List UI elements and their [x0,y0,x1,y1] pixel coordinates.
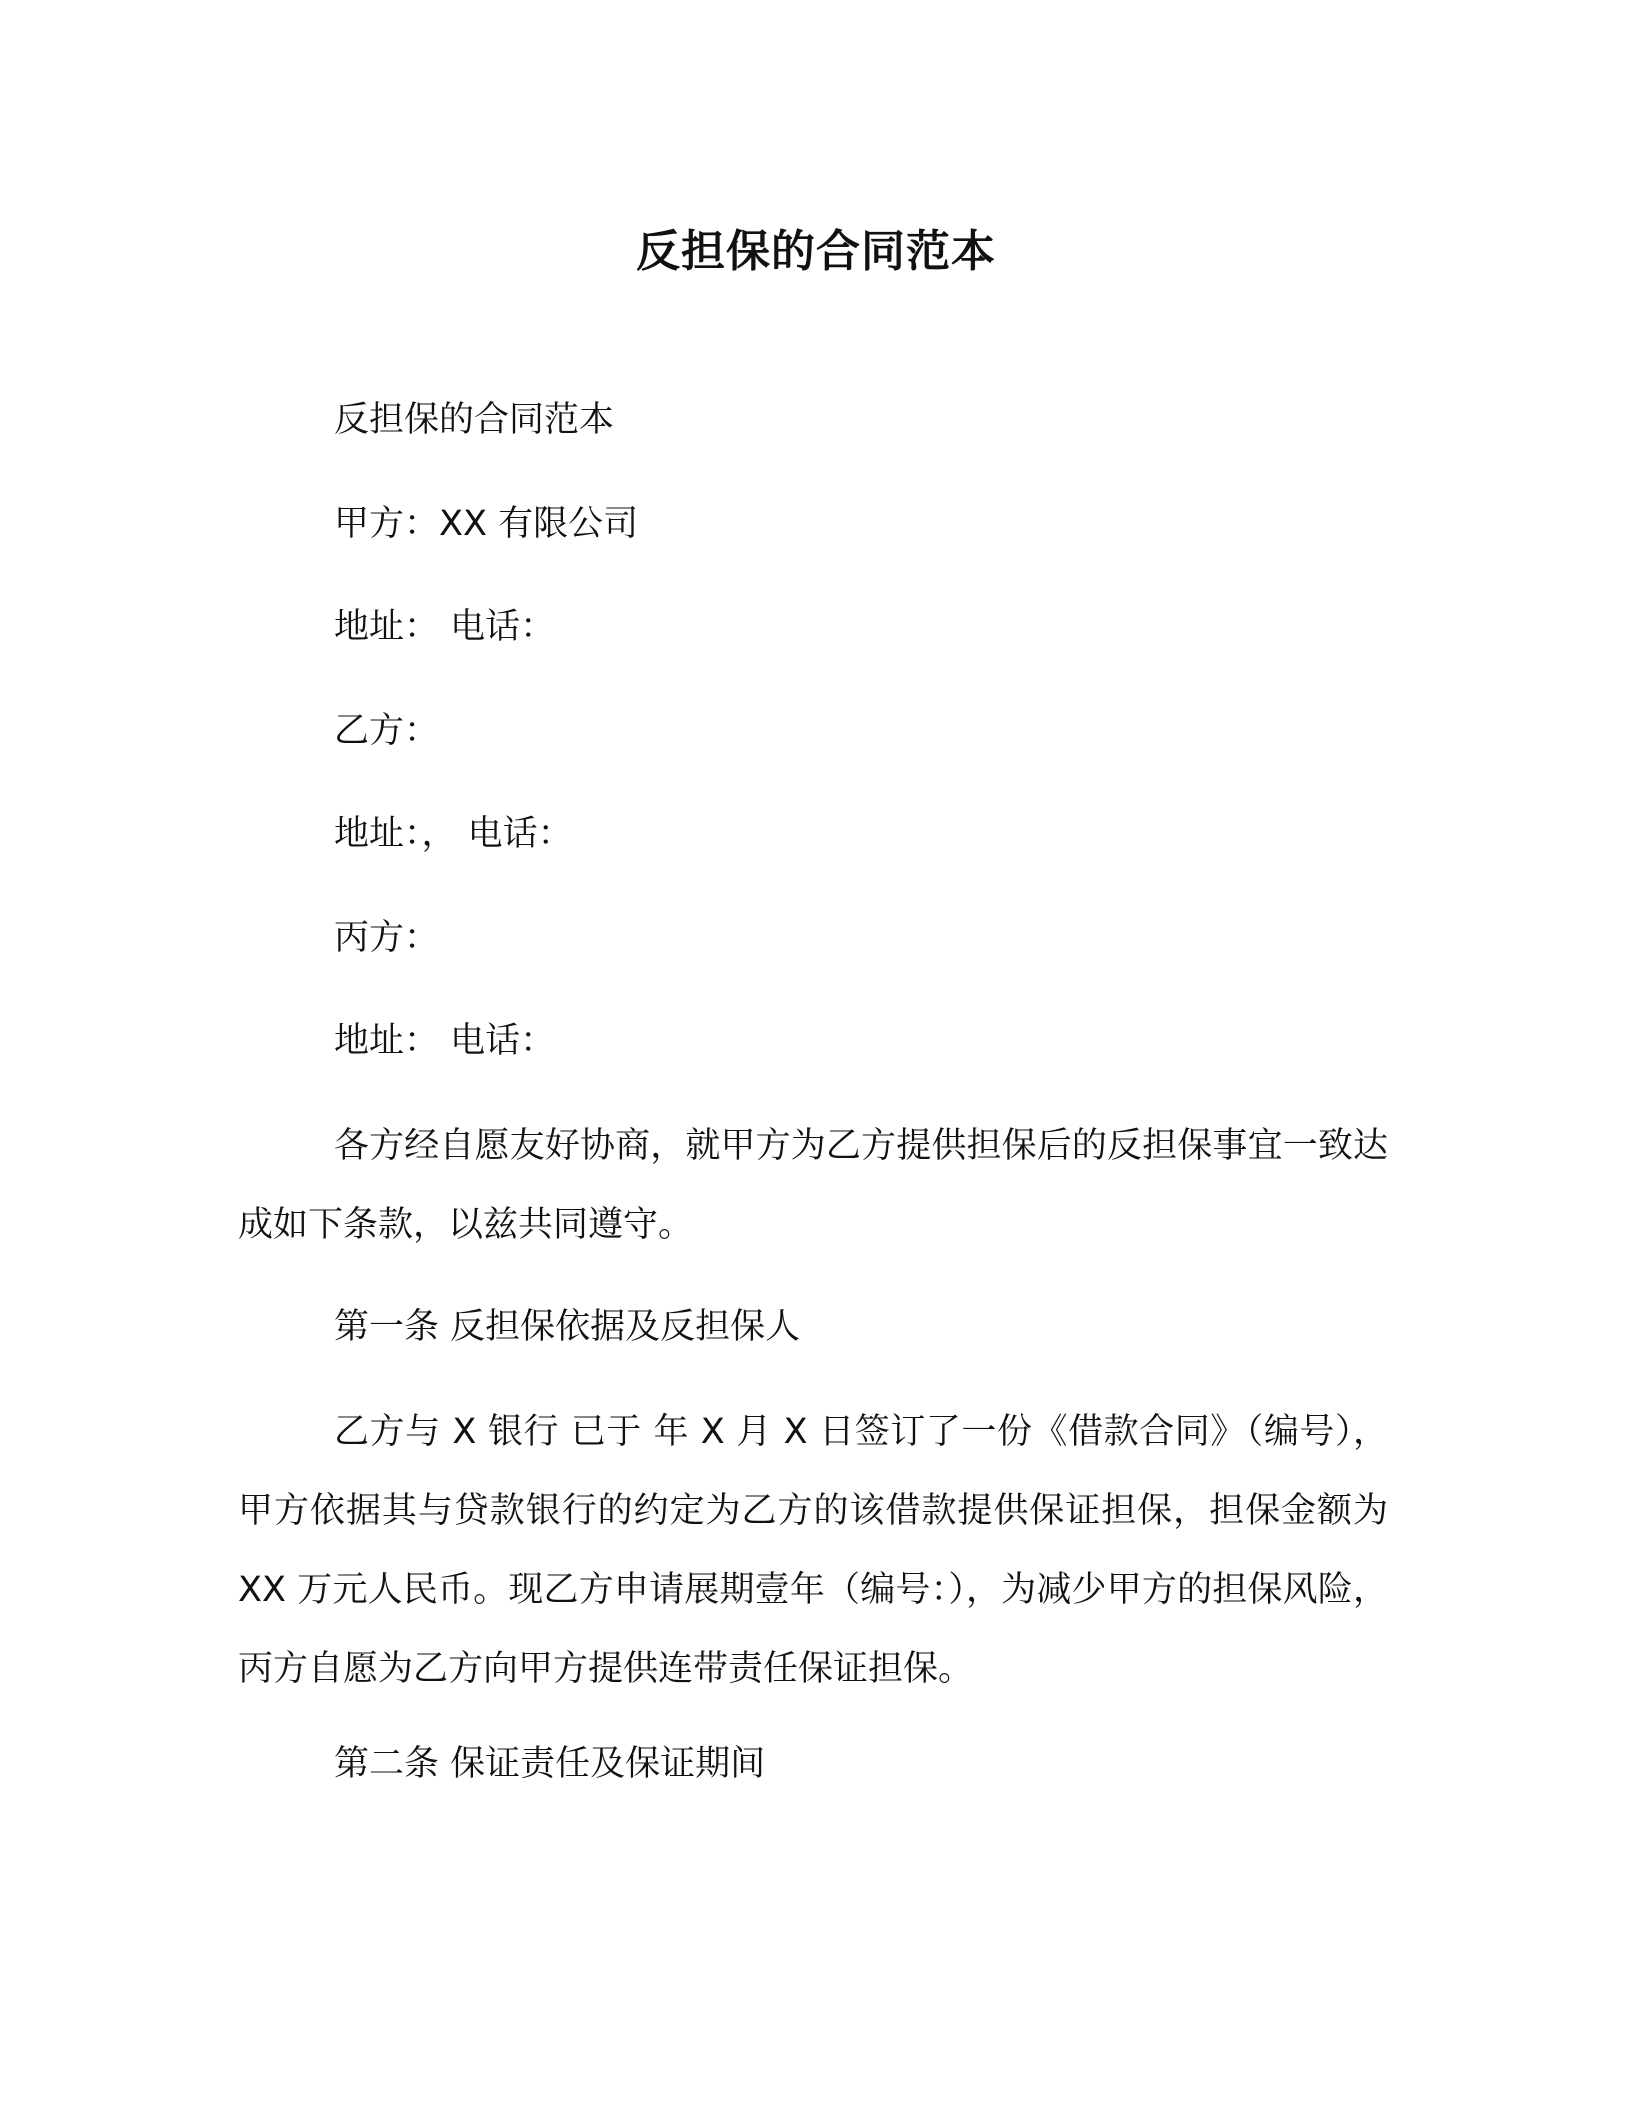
intro-paragraph: 各方经自愿友好协商，就甲方为乙方提供担保后的反担保事宜一致达成如下条款，以兹共同遵守。 [238,1126,1388,1245]
party-a-line: 甲方：XX 有限公司 [334,504,639,544]
party-a-contact-line: 地址： 电话： [334,607,556,647]
article1-heading: 第一条 反担保依据及反担保人 [334,1307,801,1347]
document-title: 反担保的合同范本 [636,226,996,277]
article1-body: 乙方与 X 银行 已于 年 X 月 X 日签订了一份《借款合同》（编号），甲方依据其与贷款银行的约定为乙方的该借款提供保证担保，担保金额为 XX 万元人民币。现乙方申请展期壹年（编号：），为减少甲方的担保风险，丙方自愿为乙方向甲方提供连带责任保证担保。 [238,1412,1388,1689]
subtitle-line: 反担保的合同范本 [334,400,615,440]
party-b-contact-line: 地址：， 电话： [334,814,573,854]
party-c-contact-line: 地址： 电话： [334,1021,556,1061]
party-c-line: 丙方： [334,918,440,958]
article2-heading: 第二条 保证责任及保证期间 [334,1744,766,1784]
party-b-line: 乙方： [334,711,440,751]
